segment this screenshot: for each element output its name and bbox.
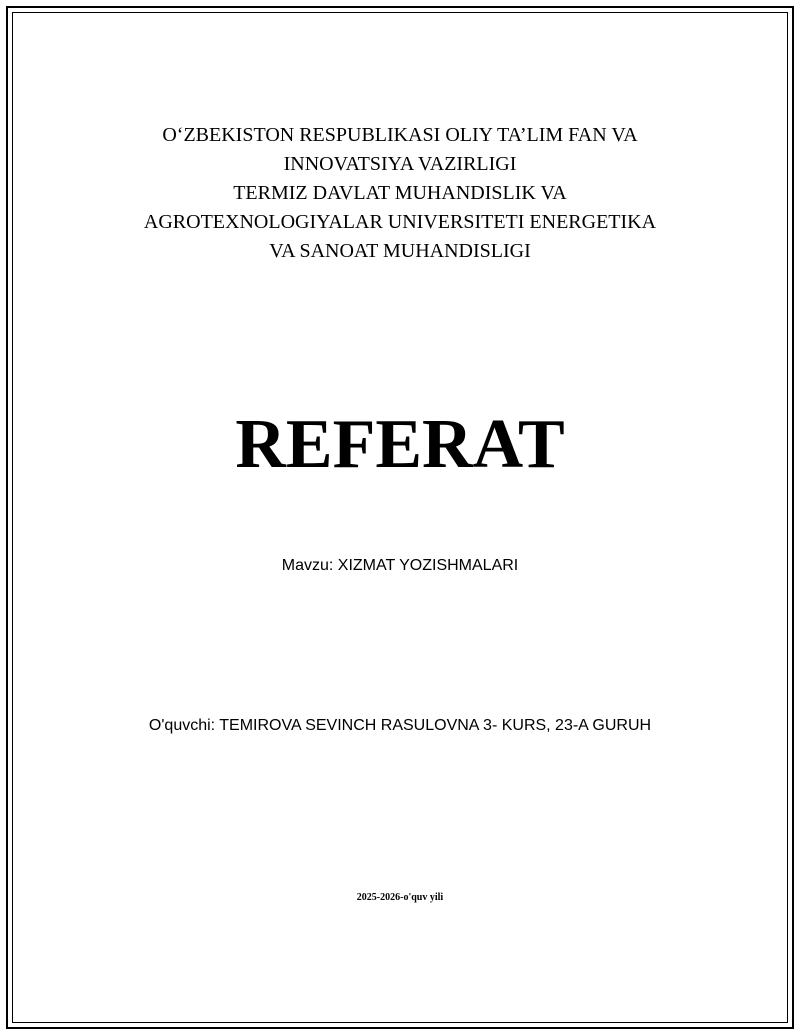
heading-line-4: AGROTEXNOLOGIYALAR UNIVERSITETI ENERGETIKA	[143, 211, 657, 233]
heading-line-5: VA SANOAT MUHANDISLIGI	[269, 240, 531, 262]
institution-heading	[40, 121, 760, 266]
document-title: REFERAT	[235, 406, 565, 483]
heading-line-1: O‘ZBEKISTON RESPUBLIKASI OLIY TA’LIM FAN VA	[162, 124, 638, 146]
heading-line-3: TERMIZ DAVLAT MUHANDISLIK VA	[233, 182, 567, 204]
topic-line: Mavzu: XIZMAT YOZISHMALARI	[281, 557, 519, 574]
student-line: O'quvchi: TEMIROVA SEVINCH RASULOVNA 3- KURS, 23-A GURUH	[148, 717, 652, 734]
academic-year: 2025-2026-o'quv yili	[356, 892, 444, 903]
heading-line-2: INNOVATSIYA VAZIRLIGI	[283, 153, 517, 175]
